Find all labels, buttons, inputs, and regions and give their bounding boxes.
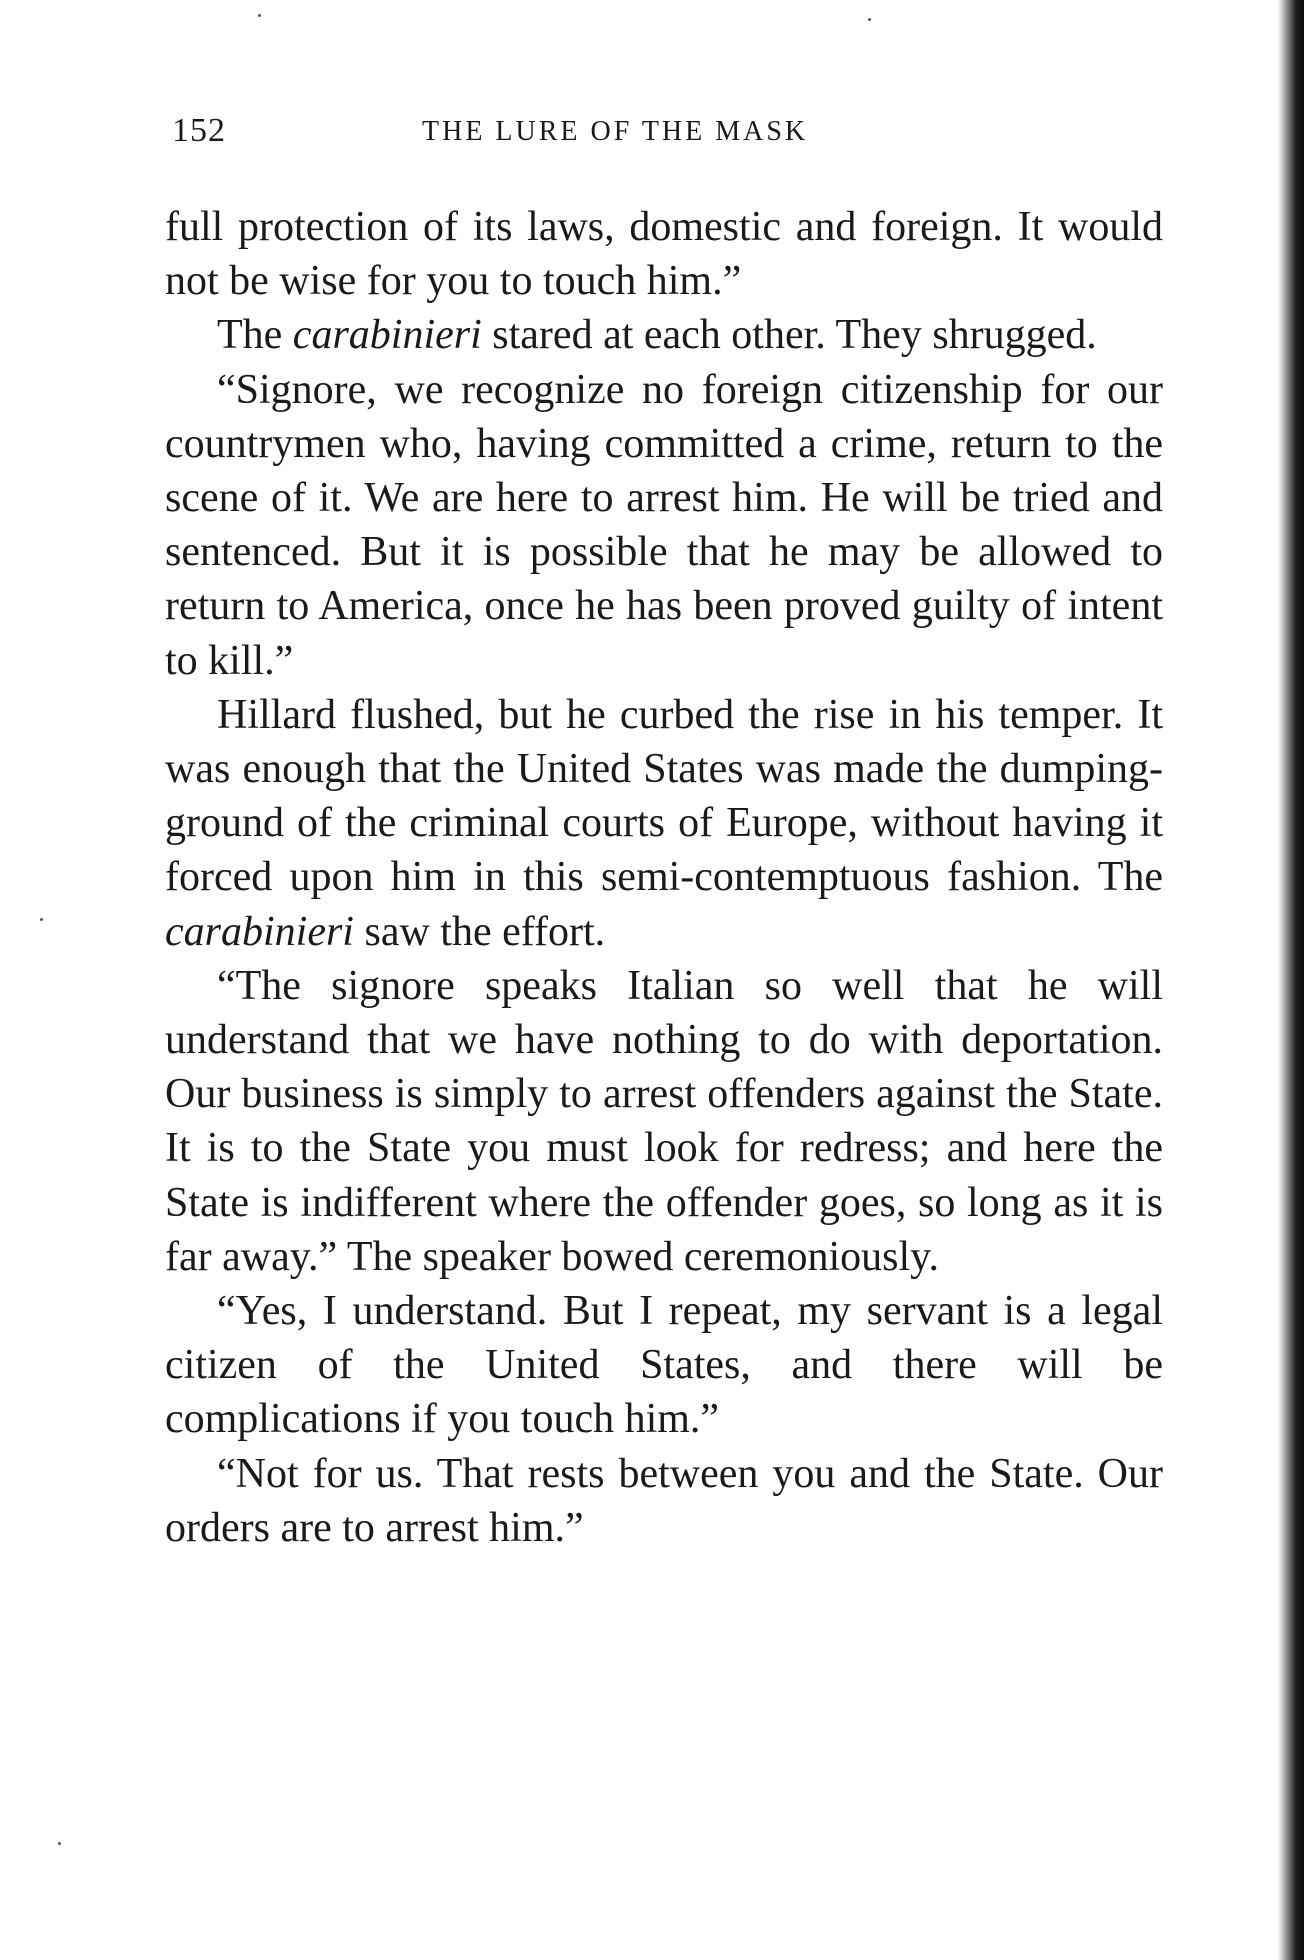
italic-text: carabinieri [165, 908, 354, 955]
paragraph [165, 1447, 1163, 1555]
paragraph [165, 959, 1163, 1284]
page-speck [258, 14, 261, 17]
page-header [172, 112, 1162, 162]
paragraph-text: The [217, 312, 293, 359]
running-head: THE LURE OF THE MASK [422, 116, 809, 147]
body-text [165, 200, 1163, 1555]
page-speck [868, 18, 871, 21]
paragraph [165, 1284, 1163, 1447]
paragraph-text: “The signore speaks Italian so well that he will understand that we have nothing to do with deportation. Our business is simply to arrest offenders against the State. It is to the State you must look for redress; and here the State is indifferent where the offender goes, so long as it is far away.” The speaker bowed ceremoniously. [165, 962, 1163, 1280]
paragraph [165, 200, 1163, 308]
paragraph-text: full protection of its laws, domestic and foreign. It would not be wise for you to touch him.” [165, 204, 1163, 305]
paragraph-text: “Not for us. That rests between you and the State. Our orders are to arrest him.” [165, 1450, 1163, 1551]
page-speck [58, 1842, 61, 1845]
paragraph [165, 308, 1163, 362]
paragraph-text: stared at each other. They shrugged. [481, 312, 1097, 359]
page-edge-shadow [1278, 0, 1304, 1960]
page-speck [40, 918, 43, 921]
paragraph [165, 363, 1163, 688]
paragraph-text: “Yes, I understand. But I repeat, my servant is a legal citizen of the United States, and there will be complications if you touch him.” [165, 1288, 1163, 1443]
paragraph [165, 688, 1163, 959]
paragraph-text: saw the effort. [353, 908, 606, 955]
paragraph-text: “Signore, we recognize no foreign citizenship for our countrymen who, having committed a crime, return to the scene of it. We are here to arrest him. He will be tried and sentenced. But it is possible that he may be allowed to return to America, once he has been proved guilty of intent to kill.” [165, 366, 1163, 684]
page-number: 152 [172, 112, 226, 149]
paragraph-text: Hillard flushed, but he curbed the rise in his temper. It was enough that the United States was made the dumping-ground of the criminal courts of Europe, without having it forced upon him in this semi-contemptuous fashion. The [165, 691, 1163, 901]
italic-text: carabinieri [292, 312, 482, 359]
